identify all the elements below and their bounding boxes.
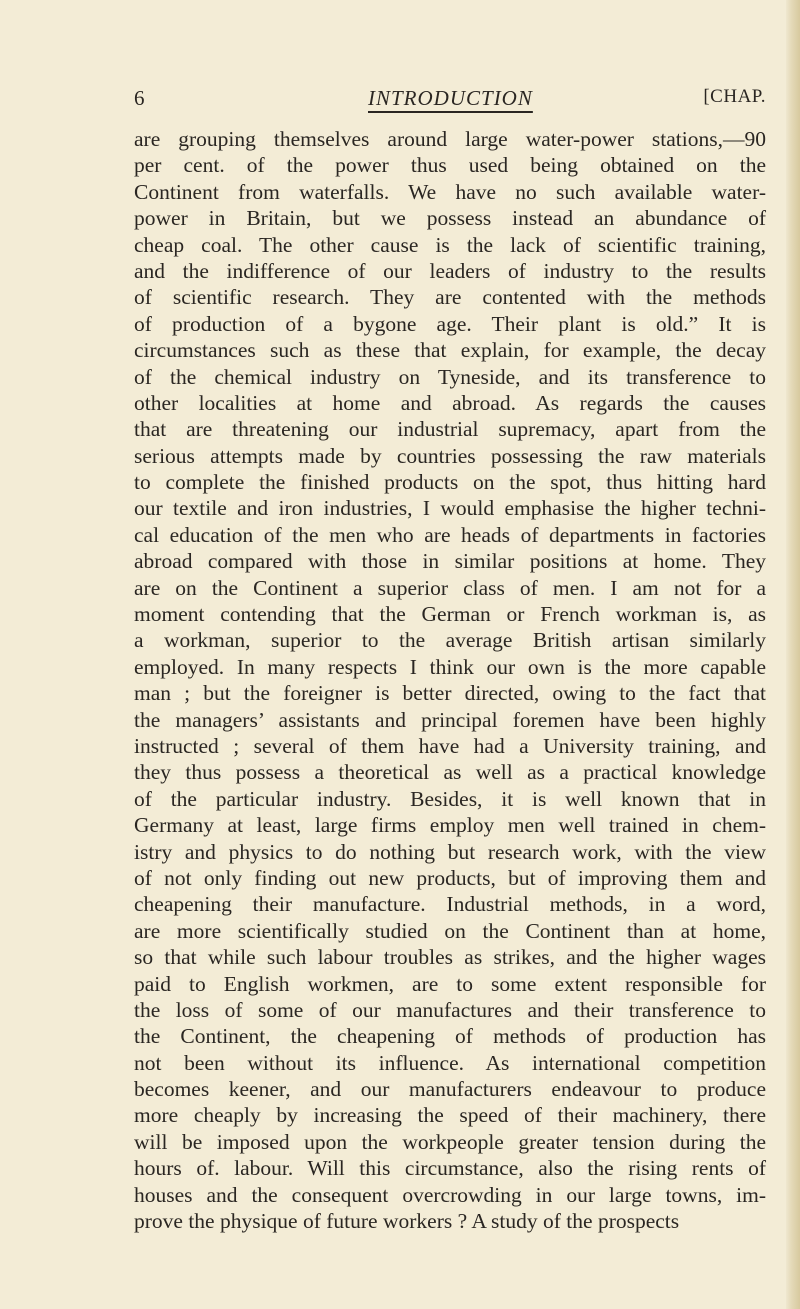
text-line: istry and physics to do nothing but research work, with the view	[134, 839, 766, 864]
text-line: hours of. labour. Will this circumstance, also the rising rents of	[134, 1156, 766, 1181]
text-line: cheapening their manufacture. Industrial methods, in a word,	[134, 892, 766, 917]
text-line: of scientific research. They are contented with the methods	[134, 285, 766, 310]
text-line: serious attempts made by countries possessing the raw materials	[134, 443, 766, 468]
text-line: and the indifference of our leaders of industry to the results	[134, 258, 766, 283]
page-number: 6	[134, 86, 145, 110]
text-line: so that while such labour troubles as strikes, and the higher wages	[134, 945, 766, 970]
text-line: becomes keener, and our manufacturers endeavour to produce	[134, 1077, 766, 1102]
text-line: the loss of some of our manufactures and their transference to	[134, 997, 766, 1022]
text-line: are grouping themselves around large water-power stations,—90	[134, 127, 766, 151]
text-line: paid to English workmen, are to some extent responsible for	[134, 971, 766, 996]
text-line: our textile and iron industries, I would emphasise the higher techni-	[134, 496, 766, 521]
text-line: circumstances such as these that explain, for example, the decay	[134, 338, 766, 363]
text-line: cheap coal. The other cause is the lack of scientific training,	[134, 232, 766, 257]
text-line: that are threatening our industrial supremacy, apart from the	[134, 417, 766, 442]
text-line: of the particular industry. Besides, it is well known that in	[134, 786, 766, 811]
text-line: the managers’ assistants and principal foremen have been highly	[134, 707, 766, 732]
text-line: abroad compared with those in similar positions at home. They	[134, 549, 766, 574]
text-line: man ; but the foreigner is better directed, owing to the fact that	[134, 681, 766, 706]
text-line: of not only finding out new products, but of improving them and	[134, 865, 766, 890]
body-paragraph	[134, 126, 766, 1234]
text-line: of production of a bygone age. Their plant is old.” It is	[134, 311, 766, 336]
text-line: per cent. of the power thus used being obtained on the	[134, 153, 766, 178]
text-line: are on the Continent a superior class of men. I am not for a	[134, 575, 766, 600]
text-line: other localities at home and abroad. As regards the causes	[134, 390, 766, 415]
running-header	[134, 86, 766, 116]
text-line: cal education of the men who are heads of departments in factories	[134, 522, 766, 547]
page-edge	[786, 0, 800, 1309]
text-line: are more scientifically studied on the Continent than at home,	[134, 918, 766, 943]
text-line: will be imposed upon the workpeople greater tension during the	[134, 1129, 766, 1154]
text-line: to complete the finished products on the spot, thus hitting hard	[134, 470, 766, 495]
text-line: employed. In many respects I think our own is the more capable	[134, 654, 766, 679]
text-line: they thus possess a theoretical as well as a practical knowledge	[134, 760, 766, 785]
text-line: a workman, superior to the average British artisan similarly	[134, 628, 766, 653]
text-line: of the chemical industry on Tyneside, and its transference to	[134, 364, 766, 389]
text-line: more cheaply by increasing the speed of their machinery, there	[134, 1103, 766, 1128]
running-title: INTRODUCTION	[368, 86, 533, 110]
text-line: Continent from waterfalls. We have no such available water-	[134, 179, 766, 204]
text-line: instructed ; several of them have had a University training, and	[134, 733, 766, 758]
text-line: moment contending that the German or French workman is, as	[134, 602, 766, 627]
text-line: the Continent, the cheapening of methods of production has	[134, 1024, 766, 1049]
text-line: not been without its influence. As international competition	[134, 1050, 766, 1075]
text-line: power in Britain, but we possess instead an abundance of	[134, 206, 766, 231]
text-line: prove the physique of future workers ? A study of the prospects	[134, 1209, 680, 1234]
text-line: Germany at least, large firms employ men well trained in chem-	[134, 813, 766, 838]
chapter-label: [CHAP.	[703, 86, 766, 107]
text-line: houses and the consequent overcrowding in our large towns, im-	[134, 1182, 766, 1207]
